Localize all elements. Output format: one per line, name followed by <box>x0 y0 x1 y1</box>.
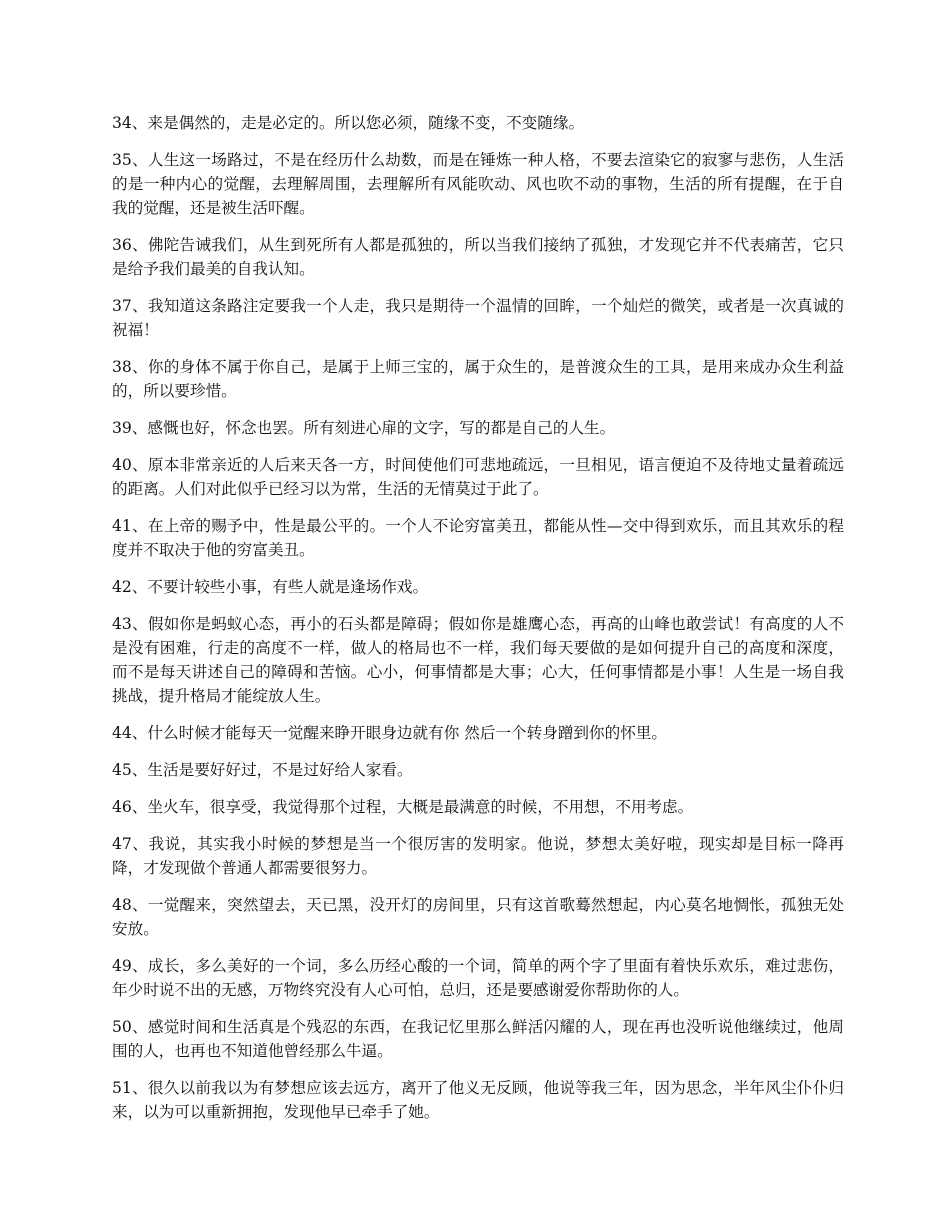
paragraph-45: 45、生活是要好好过，不是过好给人家看。 <box>112 761 413 779</box>
paragraph-51: 51、很久以前我以为有梦想应该去远方，离开了他义无反顾，他说等我三年，因为思念，半年风尘仆仆归来，以为可以重新拥抱，发现他早已牵手了她。 <box>112 1079 844 1121</box>
paragraph-42: 42、不要计较些小事，有些人就是逢场作戏。 <box>112 578 429 596</box>
paragraph-40: 40、原本非常亲近的人后来天各一方，时间使他们可悲地疏远，一旦相见，语言便迫不及待地丈量着疏远的距离。人们对此似乎已经习以为常，生活的无情莫过于此了。 <box>112 456 844 498</box>
paragraph-49: 49、成长，多么美好的一个词，多么历经心酸的一个词，简单的两个字了里面有着快乐欢乐，难过悲伤，年少时说不出的无感，万物终究没有人心可怕，总归，还是要感谢爱你帮助你的人。 <box>112 957 844 999</box>
paragraph-34: 34、来是偶然的，走是必定的。所以您必须，随缘不变，不变随缘。 <box>112 114 585 132</box>
paragraph-46: 46、坐火车，很享受，我觉得那个过程，大概是最满意的时候，不用想，不用考虑。 <box>112 798 694 816</box>
paragraph-39: 39、感慨也好，怀念也罢。所有刻进心扉的文字，写的都是自己的人生。 <box>112 419 616 437</box>
paragraph-41: 41、在上帝的赐予中，性是最公平的。一个人不论穷富美丑，都能从性—交中得到欢乐，而且其欢乐的程度并不取决于他的穷富美丑。 <box>112 517 844 559</box>
paragraph-50: 50、感觉时间和生活真是个残忍的东西，在我记忆里那么鲜活闪耀的人，现在再也没听说他继续过，他周围的人，也再也不知道他曾经那么牛逼。 <box>112 1018 844 1060</box>
paragraph-37: 37、我知道这条路注定要我一个人走，我只是期待一个温情的回眸，一个灿烂的微笑，或者是一次真诚的祝福！ <box>112 297 844 339</box>
paragraph-43: 43、假如你是蚂蚁心态，再小的石头都是障碍；假如你是雄鹰心态，再高的山峰也敢尝试！有高度的人不是没有困难，行走的高度不一样，做人的格局也不一样，我们每天要做的是如何提升自己的高度和深度，而不是每天讲述自己的障碍和苦恼。心小，何事情都是大事；心大，任何事情都是小事！人生是一场自我挑战，提升格局才能绽放人生。 <box>112 615 844 705</box>
document-body <box>112 111 844 1137</box>
paragraph-48: 48、一觉醒来，突然望去，天已黑，没开灯的房间里，只有这首歌蓦然想起，内心莫名地惆怅，孤独无处安放。 <box>112 896 844 938</box>
paragraph-38: 38、你的身体不属于你自己，是属于上师三宝的，属于众生的，是普渡众生的工具，是用来成办众生利益的，所以要珍惜。 <box>112 358 844 400</box>
paragraph-36: 36、佛陀告诫我们，从生到死所有人都是孤独的，所以当我们接纳了孤独，才发现它并不代表痛苦，它只是给予我们最美的自我认知。 <box>112 236 844 278</box>
paragraph-44: 44、什么时候才能每天一觉醒来睁开眼身边就有你 然后一个转身蹭到你的怀里。 <box>112 724 667 742</box>
paragraph-35: 35、人生这一场路过，不是在经历什么劫数，而是在锤炼一种人格，不要去渲染它的寂寥与悲伤，人生活的是一种内心的觉醒，去理解周围，去理解所有风能吹动、风也吹不动的事物，生活的所有提醒，在于自我的觉醒，还是被生活吓醒。 <box>112 151 844 217</box>
paragraph-47: 47、我说，其实我小时候的梦想是当一个很厉害的发明家。他说，梦想太美好啦，现实却是目标一降再降，才发现做个普通人都需要很努力。 <box>112 835 844 877</box>
